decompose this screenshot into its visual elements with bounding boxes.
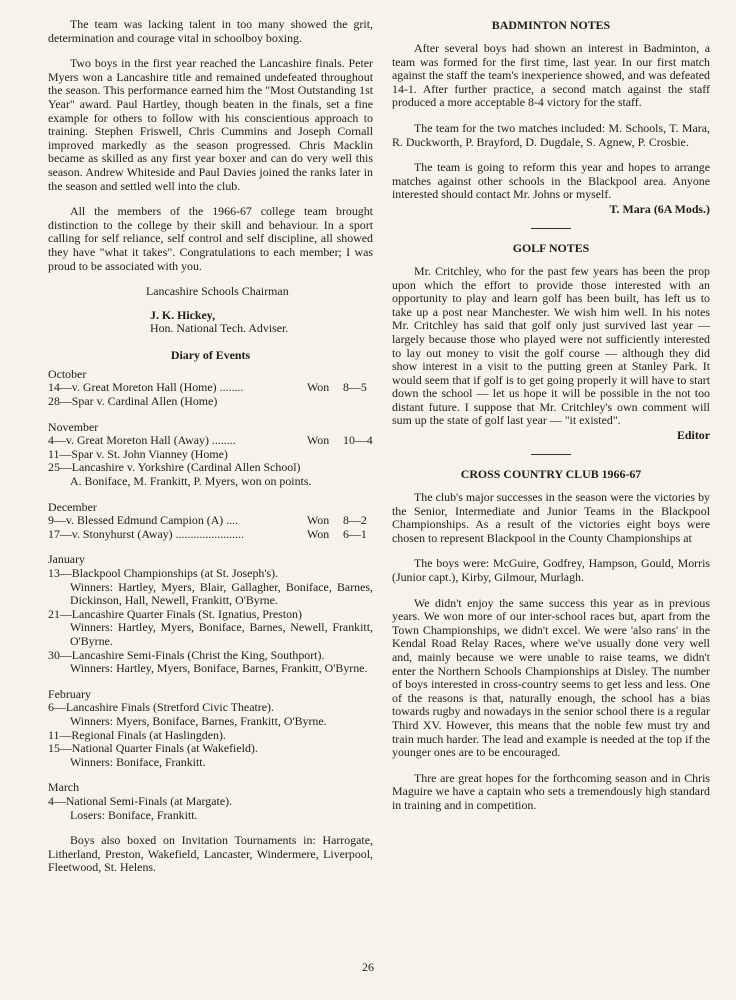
boxing-paragraph-2: Two boys in the first year reached the Lancashire finals. Peter Myers won a Lancashire title and remained undefeated throughout the season. This performance earned him the "Most Outstanding 1st Year" award. Paul Hartley, though beaten in the finals, set a fine example for others to follow with his conscientious approach to training. Stephen Friswell, Chris Cummins and Joseph Cornall improved markedly as the season progressed. Chris Macklin became as skilled as any first year boxer and can do very well this season. Andrew Whiteside and Paul Davies joined the ranks later in the season and settled well into the club. [48, 56, 373, 193]
diary-entry: 9—v. Blessed Edmund Campion (A) .... Won 8—2 [48, 513, 367, 528]
diary-entry: 17—v. Stonyhurst (Away) ....................... Won 6—1 [48, 526, 367, 541]
boxing-paragraph-1: The team was lacking talent in too many showed the grit, determination and courage vital in schoolboy boxing. [48, 17, 373, 45]
section-divider [531, 454, 571, 455]
golf-paragraph: Mr. Critchley, who for the past few years has been the prop upon which the effort to provide those interested with an opportunity to play and learn golf has been built, has left us to take up a post near Manchester. We wish him well. In his notes Mr. Critchley has said that golf only just survived last year — largely because those who played were not sufficiently interested to lay out money to visit the golf course — although they did show interest in a visit to the putting green at Stanley Park. It would seem that if golf is to get going properly it will have to start down the school — let us hope it will be possible in the not too distant future. I suppose that Mr. Critchley's own comment will sum up the state of golf last year — "it existed". [392, 263, 710, 428]
diary-entry: 30—Lancashire Semi-Finals (Christ the King, Southport). [48, 647, 325, 662]
golf-heading: GOLF NOTES [512, 240, 590, 255]
diary-entry-note: A. Boniface, M. Frankitt, P. Myers, won on points. [70, 474, 312, 489]
diary-entry: 25—Lancashire v. Yorkshire (Cardinal Allen School) [48, 461, 301, 475]
signer-name: J. K. Hickey, [150, 307, 216, 322]
page-number: 26 [362, 960, 374, 974]
diary-entry: 28—Spar v. Cardinal Allen (Home) [48, 395, 218, 409]
month-october: October [48, 366, 87, 381]
cross-country-paragraph-3: We didn't enjoy the same success this year as in previous years. We won more of our inter-school races but, apart from the Town Championships, we didn't excel. We were 'also rans' in the Kendal Road Relay Races, where we've usually done very well and, mainly because we were unable to raise teams, we didn't enter the Northern Schools Championships at Disley. The number of boys interested in cross-country seems to get less and less. One of the reasons is that, naturally enough, the school has a bias towards rugby and nowadays in the senior school there is a regular Third XV. However, this means that the noble few must try and train much harder. The lead and example is needed at the top if the younger ones are to be encouraged. [392, 595, 710, 760]
diary-entry-note: Winners: Boniface, Frankitt. [70, 754, 206, 769]
month-november: November [48, 419, 99, 434]
badminton-paragraph-2: The team for the two matches included: M. Schools, T. Mara, R. Duckworth, P. Brayford, D. Dugdale, S. Agnew, P. Crosbie. [392, 120, 710, 149]
diary-entry-note: Winners: Hartley, Myers, Boniface, Barnes, Frankitt, O'Byrne. [70, 661, 368, 676]
cross-country-heading: CROSS COUNTRY CLUB 1966-67 [460, 467, 642, 482]
diary-entry-note: Losers: Boniface, Frankitt. [70, 807, 198, 822]
left-column [48, 18, 373, 875]
badminton-paragraph-1: After several boys had shown an interest in Badminton, a team was formed for the first time, last year. In our first match against the staff the team's inexperience showed, and was defeated 14-1. After further practice, a second match against the staff produced a more acceptable 8-4 victory for the staff. [392, 41, 710, 110]
diary-entry: 11—Spar v. St. John Vianney (Home) [48, 447, 228, 461]
badminton-paragraph-3: The team is going to reform this year and hopes to arrange matches against other schools in the Blackpool area. Anyone interested should contact Mr. Johns or myself. [392, 160, 710, 202]
cross-country-paragraph-2: The boys were: McGuire, Godfrey, Hampson, Gould, Morris (Junior capt.), Kirby, Gilmour, Murlagh. [392, 556, 710, 585]
right-column [392, 18, 710, 813]
diary-entry-note: Winners: Hartley, Myers, Blair, Gallagher, Boniface, Barnes, Dickinson, Hall, Newell, Frankitt, O'Byrne. [70, 579, 373, 608]
diary-entry: 13—Blackpool Championships (at St. Joseph's). [48, 566, 279, 580]
month-march: March [48, 780, 80, 795]
diary-entry-note: Winners: Myers, Boniface, Barnes, Frankitt, O'Byrne. [70, 713, 327, 728]
month-february: February [48, 686, 91, 701]
signature-block [48, 285, 373, 336]
diary-heading: Diary of Events [170, 347, 251, 362]
diary-entry: 15—National Quarter Finals (at Wakefield). [48, 741, 258, 756]
cross-country-paragraph-4: Thre are great hopes for the forthcoming season and in Chris Maguire we have a captain who sets a tremendously high standard in training and in competition. [392, 770, 710, 812]
badminton-signature: T. Mara (6A Mods.) [609, 201, 710, 216]
golf-signature: Editor [676, 428, 710, 443]
section-divider [531, 228, 571, 229]
diary-entry: 4—National Semi-Finals (at Margate). [48, 793, 233, 808]
diary-entry: 14—v. Great Moreton Hall (Home) ........ Won 8—5 [48, 380, 367, 395]
diary-entry-note: Winners: Hartley, Myers, Boniface, Barnes, Newell, Frankitt, O'Byrne. [70, 620, 373, 648]
boxing-paragraph-3: All the members of the 1966-67 college team brought distinction to the college by their skill and behaviour. In a sport calling for self reliance, self control and self discipline, all showed they have "what it takes". Congratulations to each member; I was proud to be associated with you. [48, 204, 373, 273]
diary-entry: 4—v. Great Moreton Hall (Away) ........ Won 10—4 [48, 433, 373, 448]
diary-entry: 11—Regional Finals (at Haslingden). [48, 727, 226, 742]
cross-country-paragraph-1: The club's major successes in the season were the victories by the Senior, Intermediate and Junior Teams in the Blackpool Championships. As a result of the victories eight boys were chosen to represent Blackpool in the County Championships at [392, 490, 710, 545]
signer-title: Hon. National Tech. Adviser. [150, 321, 289, 336]
month-december: December [48, 499, 97, 514]
diary-entry: 21—Lancashire Quarter Finals (St. Ignatius, Preston) [48, 606, 302, 621]
badminton-heading: BADMINTON NOTES [491, 18, 611, 32]
invitation-tournaments-paragraph: Boys also boxed on Invitation Tournaments in: Harrogate, Litherland, Preston, Wakefield, Lancaster, Windermere, Liverpool, Fleetwood, St. Helens. [48, 833, 373, 875]
diary-entry: 6—Lancashire Finals (Stretford Civic Theatre). [48, 700, 274, 715]
chairman-line: Lancashire Schools Chairman [146, 284, 289, 299]
month-january: January [48, 552, 85, 567]
